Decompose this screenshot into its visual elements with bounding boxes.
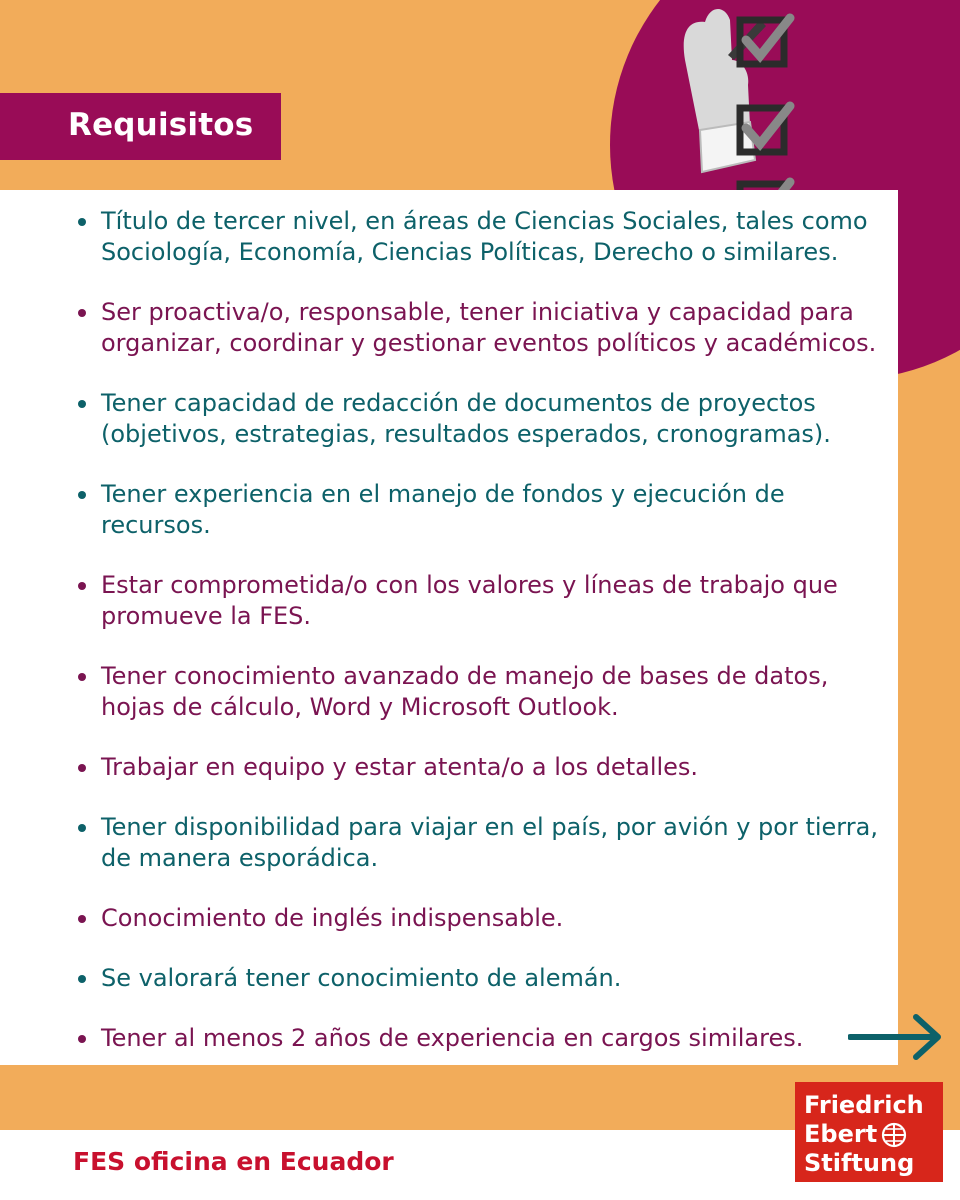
next-arrow-button[interactable] bbox=[848, 1012, 946, 1066]
footer-text: FES oficina en Ecuador bbox=[73, 1147, 394, 1176]
requirement-text: Tener capacidad de redacción de documentos de proyectos (objetivos, estrategias, resultados esperados, cronogramas). bbox=[101, 389, 831, 448]
fes-logo bbox=[795, 1082, 943, 1182]
logo-line: Ebert bbox=[804, 1120, 878, 1148]
requirement-text: Trabajar en equipo y estar atenta/o a los detalles. bbox=[101, 753, 699, 781]
requirement-item bbox=[0, 903, 898, 934]
requirement-item bbox=[0, 661, 898, 723]
arrow-right-icon bbox=[848, 1012, 946, 1062]
requirements-panel bbox=[0, 190, 898, 1065]
requirement-item bbox=[0, 570, 898, 632]
requirement-item bbox=[0, 752, 898, 783]
bullet-icon bbox=[78, 824, 86, 832]
requirement-item bbox=[0, 479, 898, 541]
requirement-item bbox=[0, 206, 898, 268]
requirement-item bbox=[0, 812, 898, 874]
logo-line: Friedrich bbox=[804, 1091, 924, 1119]
requirement-text: Conocimiento de inglés indispensable. bbox=[101, 904, 564, 932]
title-banner bbox=[0, 93, 281, 160]
bullet-icon bbox=[78, 491, 86, 499]
bullet-icon bbox=[78, 764, 86, 772]
logo-line: Stiftung bbox=[804, 1149, 915, 1177]
bullet-icon bbox=[78, 975, 86, 983]
page-title: Requisitos bbox=[68, 107, 254, 143]
requirement-text: Título de tercer nivel, en áreas de Ciencias Sociales, tales como Sociología, Economía, Ciencias Políticas, Derecho o similares. bbox=[101, 207, 868, 266]
bullet-icon bbox=[78, 218, 86, 226]
requirements-list bbox=[0, 190, 898, 1054]
bullet-icon bbox=[78, 1035, 86, 1043]
requirement-text: Ser proactiva/o, responsable, tener iniciativa y capacidad para organizar, coordinar y gestionar eventos políticos y académicos. bbox=[101, 298, 877, 357]
requirement-item bbox=[0, 388, 898, 450]
requirement-text: Tener experiencia en el manejo de fondos y ejecución de recursos. bbox=[101, 480, 785, 539]
requirement-text: Se valorará tener conocimiento de alemán. bbox=[101, 964, 622, 992]
bullet-icon bbox=[78, 915, 86, 923]
bullet-icon bbox=[78, 400, 86, 408]
bullet-icon bbox=[78, 309, 86, 317]
bullet-icon bbox=[78, 582, 86, 590]
requirement-item bbox=[0, 963, 898, 994]
requirement-item bbox=[0, 297, 898, 359]
requirement-text: Tener al menos 2 años de experiencia en cargos similares. bbox=[101, 1024, 804, 1052]
bullet-icon bbox=[78, 673, 86, 681]
requirement-item bbox=[0, 1023, 898, 1054]
requirement-text: Estar comprometida/o con los valores y líneas de trabajo que promueve la FES. bbox=[101, 571, 838, 630]
globe-icon bbox=[881, 1122, 907, 1148]
requirement-text: Tener conocimiento avanzado de manejo de bases de datos, hojas de cálculo, Word y Microsoft Outlook. bbox=[101, 662, 829, 721]
requirement-text: Tener disponibilidad para viajar en el país, por avión y por tierra, de manera esporádica. bbox=[101, 813, 878, 872]
